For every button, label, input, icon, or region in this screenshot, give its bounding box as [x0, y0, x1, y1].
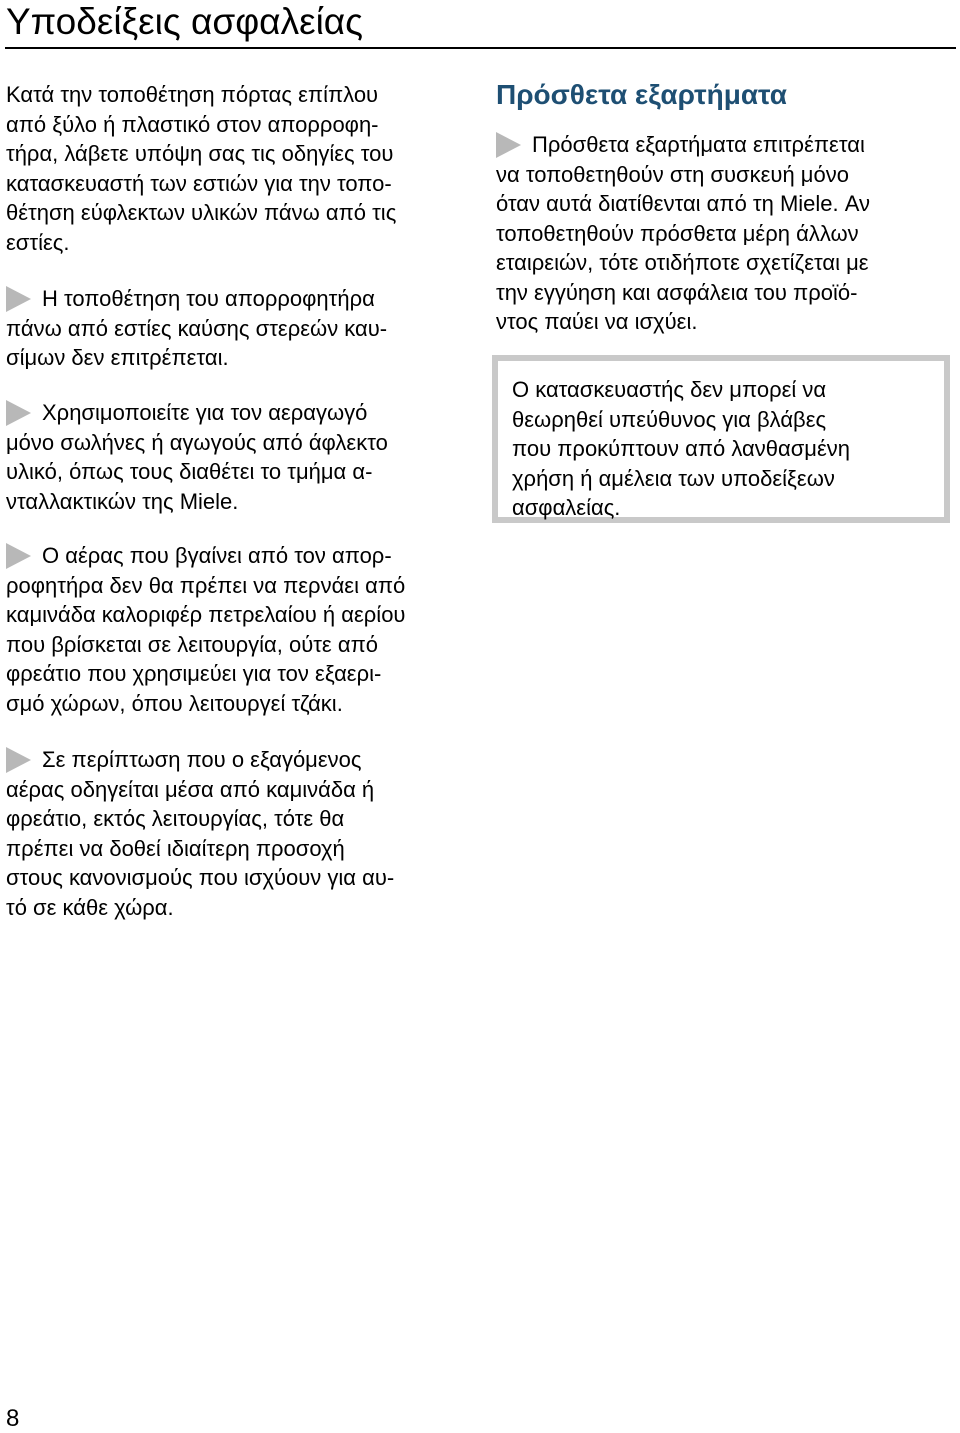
accessories-item-first-line: Πρόσθετα εξαρτήματα επιτρέπεται [532, 132, 865, 157]
title-divider [5, 47, 956, 49]
page-number: 8 [6, 1405, 20, 1432]
safety-item-ducting [6, 398, 388, 516]
triangle-bullet-icon [496, 132, 521, 158]
safety-item-first-line: Σε περίπτωση που ο εξαγόμενος [42, 747, 362, 772]
safety-item-first-line: Η τοποθέτηση του απορροφητήρα [42, 286, 375, 311]
accessories-item [496, 130, 870, 337]
accessories-item-body: να τοποθετηθούν στη συσκευή μόνο όταν αυτά διατίθενται από τη Miele. Αν τοποθετηθούν πρόσθετα μέρη άλλων εταιρειών, τότε οτιδήποτε σχετίζεται με την εγγύηση και ασφάλεια του προϊό- ντος παύει να ισχύει. [496, 161, 871, 334]
intro-paragraph: Κατά την τοποθέτηση πόρτας επίπλου από ξύλο ή πλαστικό στον απορροφη- τήρα, λάβετε υπόψη σας τις οδηγίες του κατασκευαστή των εστιών για την τοπο- θέτηση εύφλεκτων υλικών πάνω από τις εστίες. [6, 82, 397, 255]
safety-item-body: ροφητήρα δεν θα πρέπει να περνάει από καμινάδα καλοριφέρ πετρελαίου ή αερίου που βρίσκεται σε λειτουργία, ούτε από φρεάτιο που χρησιμεύει για τον εξαερι- σμό χώρων, όπου λειτουργεί τζάκι. [6, 572, 406, 716]
safety-item-solid-fuel [6, 284, 387, 373]
triangle-bullet-icon [6, 747, 31, 773]
triangle-bullet-icon [6, 286, 31, 312]
page-title: Υποδείξεις ασφαλείας [6, 1, 364, 42]
safety-item-first-line: Χρησιμοποιείτε για τον αεραγωγό [42, 400, 368, 425]
section-heading-accessories: Πρόσθετα εξαρτήματα [496, 79, 787, 110]
safety-item-regulations [6, 745, 394, 922]
safety-item-body: μόνο σωλήνες ή αγωγούς από άφλεκτο υλικό, όπως τους διαθέτει το τμήμα α- νταλλακτικών της Miele. [6, 429, 388, 514]
triangle-bullet-icon [6, 400, 31, 426]
warning-text: Ο κατασκευαστής δεν μπορεί να θεωρηθεί υπεύθυνος για βλάβες που προκύπτουν από λανθασμένη χρήση ή αμέλεια των υποδείξεων ασφαλείας. [512, 377, 851, 520]
safety-item-first-line: Ο αέρας που βγαίνει από τον απορ- [42, 543, 392, 568]
safety-item-body: αέρας οδηγείται μέσα από καμινάδα ή φρεάτιο, εκτός λειτουργίας, τότε θα πρέπει να δοθεί ιδιαίτερη προσοχή στους κανονισμούς που ισχύουν για αυ- τό σε κάθε χώρα. [6, 776, 395, 920]
triangle-bullet-icon [6, 543, 31, 569]
warning-box [492, 355, 950, 523]
safety-item-chimney [6, 541, 405, 718]
safety-item-body: πάνω από εστίες καύσης στερεών καυ- σίμων δεν επιτρέπεται. [6, 315, 388, 370]
